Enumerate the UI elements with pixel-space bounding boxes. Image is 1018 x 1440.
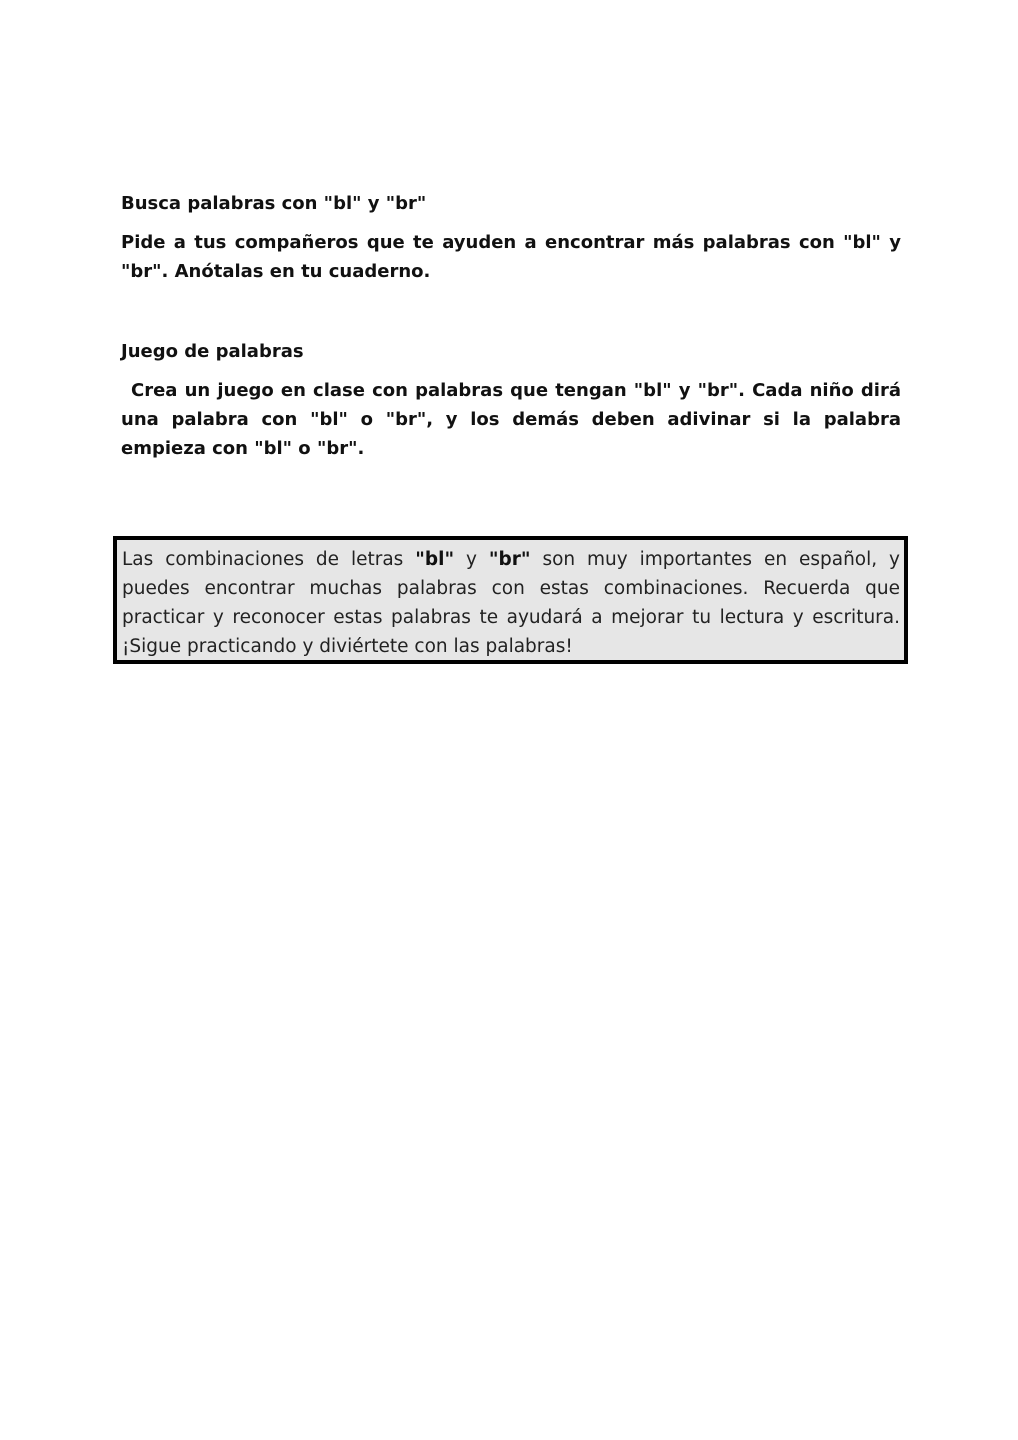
- summary-note-text: [117, 540, 904, 661]
- note-text-part-2: y: [454, 549, 489, 570]
- section-body-busca-palabras: Pide a tus compañeros que te ayuden a encontrar más palabras con "bl" y "br". Anótalas en tu cuaderno.: [121, 232, 901, 282]
- section-title-busca-palabras: Busca palabras con "bl" y "br": [121, 193, 427, 214]
- summary-note-box: [113, 536, 908, 664]
- section-spacer: [121, 286, 901, 338]
- section-body-juego-de-palabras: Crea un juego en clase con palabras que tengan "bl" y "br". Cada niño dirá una palabra con "bl" o "br", y los demás deben adivinar si la palabra empieza con "bl" o "br".: [121, 380, 901, 459]
- section-title-juego-de-palabras: Juego de palabras: [121, 341, 304, 362]
- note-text-part-1: Las combinaciones de letras: [122, 549, 416, 570]
- note-bold-br: "br": [488, 549, 531, 570]
- document-content: [121, 190, 901, 463]
- note-bold-bl: "bl": [415, 549, 455, 570]
- note-text-part-3: son muy importantes en español, y puedes encontrar muchas palabras con estas combinaciones. Recuerda que practicar y reconocer estas palabras te ayudará a mejorar tu lectura y escritura. ¡Sigue practicando y diviértete con las palabras!: [122, 549, 900, 657]
